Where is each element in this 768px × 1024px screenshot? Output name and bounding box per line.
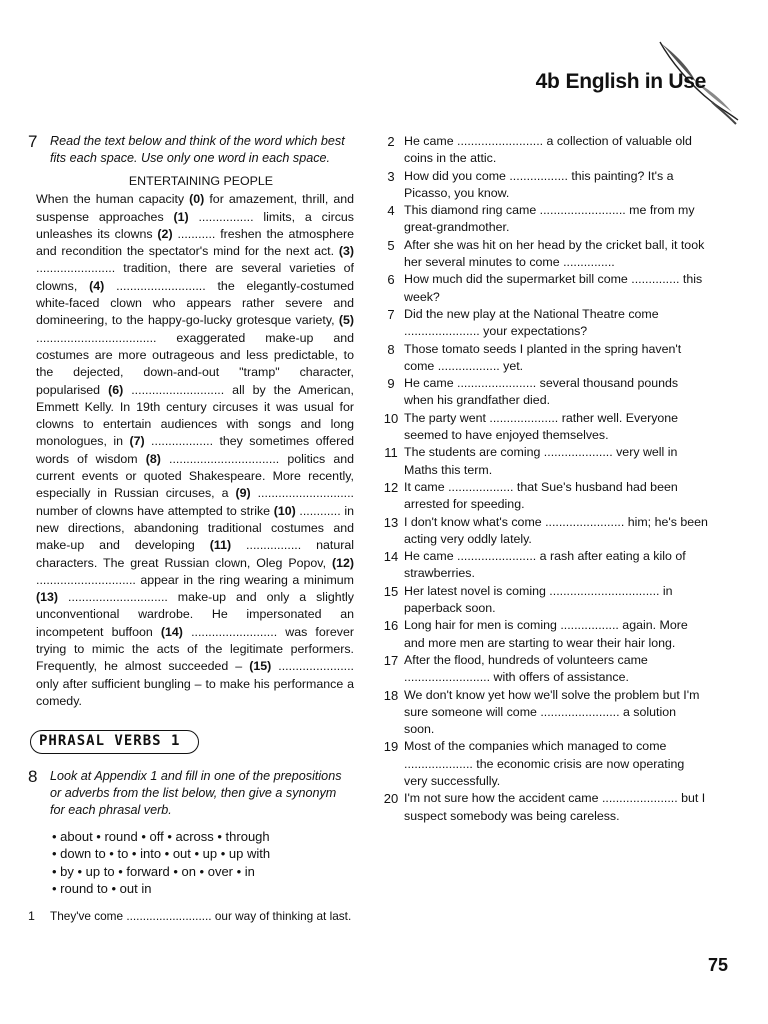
unit-title: English in Use — [565, 70, 706, 93]
gap-number: (0) — [189, 192, 205, 207]
exercise-instruction: Look at Appendix 1 and fill in one of the prepositions or adverbs from the list below, then give a synonym for each phrasal verb. — [50, 768, 342, 817]
passage-title: ENTERTAINING PEOPLE — [128, 174, 274, 188]
passage-text — [28, 191, 354, 710]
gap-number: (13) — [36, 590, 59, 605]
item-text: He came ......................... a collection of valuable old coins in the attic. — [404, 134, 692, 166]
exercise-item — [378, 341, 708, 376]
gap-number: (15) — [249, 659, 272, 674]
exercise-number: 7 — [28, 132, 38, 151]
passage-segment: ......................... was forever trying to mimic the acts of the legitimate performers. Frequently, he almost succeeded – — [36, 624, 354, 674]
exercise-item — [378, 410, 708, 445]
exercise-item — [378, 790, 708, 825]
right-column — [378, 133, 708, 825]
item-number: 20 — [383, 791, 399, 807]
gap-number: (14) — [160, 624, 183, 639]
exercise-instruction: Read the text below and think of the word which best fits each space. Use only one word in each space. — [50, 134, 345, 165]
gap-number: (10) — [273, 503, 296, 518]
unit-code: 4b — [535, 70, 560, 93]
exercise-item — [378, 652, 708, 687]
item-number: 10 — [383, 410, 399, 426]
exercise-number: 8 — [28, 766, 38, 786]
item-number: 12 — [383, 479, 399, 495]
item-number: 17 — [383, 652, 399, 668]
exercise-item — [378, 479, 708, 514]
word-list-line: • round to • out in — [52, 881, 152, 896]
word-list-line: • by • up to • forward • on • over • in — [52, 863, 255, 879]
exercise-item — [378, 444, 708, 479]
passage-segment: .................. they sometimes offered words of wisdom — [36, 434, 354, 466]
gap-number: (12) — [331, 555, 354, 570]
passage-segment: ........................... all by the American, Emmett Kelly. In 19th century circuses it was usual for clowns to entertain audiences with songs and long monologues, in — [36, 382, 354, 449]
exercise-item — [378, 375, 708, 410]
item-text: Most of the companies which managed to come .................... the economic crisis are now operating very successfully. — [404, 739, 685, 788]
item-text: How did you come ................. this painting? It's a Picasso, you know. — [404, 168, 674, 200]
item-number: 8 — [387, 341, 395, 357]
item-number: 19 — [383, 739, 399, 755]
exercise-item — [378, 738, 708, 790]
exercise-item — [378, 168, 708, 203]
passage-segment: When the human capacity — [36, 192, 190, 207]
exercise-item — [378, 237, 708, 272]
exercise-8-heading — [28, 768, 354, 819]
gap-number: (9) — [235, 486, 251, 501]
item-number: 11 — [384, 445, 398, 461]
gap-number: (11) — [209, 538, 232, 553]
exercise-item — [378, 306, 708, 341]
exercise-item — [378, 548, 708, 583]
item-text: Did the new play at the National Theatre come ...................... your expectations? — [404, 306, 659, 339]
exercise-item — [378, 133, 708, 168]
item-number: 15 — [383, 583, 399, 599]
item-number: 7 — [387, 306, 395, 322]
item-text: I don't know what's come ....................... him; he's been acting very oddly lately. — [404, 514, 708, 546]
exercise-item — [378, 617, 708, 652]
exercise-item — [378, 583, 708, 618]
passage-segment: ....................... tradition, there are several varieties of clowns, — [36, 261, 354, 293]
passage-segment: ................ limits, a circus unleashes its clowns — [36, 209, 354, 241]
passage-segment: ........... freshen the atmosphere and recondition the spectator's mind for the next act. — [36, 226, 354, 259]
item-text: After she was hit on her head by the cricket ball, it took her several minutes to come ............... — [404, 237, 705, 270]
item-number: 14 — [383, 549, 399, 565]
gap-number: (7) — [129, 434, 145, 449]
item-number: 5 — [387, 237, 395, 253]
item-text: The students are coming .................... very well in Maths this term. — [404, 445, 678, 477]
item-text: He came ....................... a rash after eating a kilo of strawberries. — [404, 549, 686, 581]
item-text: Long hair for men is coming ................. again. More and more men are starting to wear their hair long. — [404, 618, 688, 650]
items-left — [28, 908, 354, 925]
gap-number: (2) — [157, 226, 173, 241]
gap-number: (8) — [145, 451, 161, 466]
item-text: After the flood, hundreds of volunteers came ......................... with offers of assistance. — [404, 652, 648, 685]
exercise-item — [378, 514, 708, 549]
passage-segment: ................ natural characters. The great Russian clown, Oleg Popov, — [36, 538, 354, 570]
page-header — [536, 70, 706, 94]
item-number: 1 — [28, 908, 35, 923]
item-text: The party went .................... rather well. Everyone seemed to have enjoyed themselves. — [404, 410, 679, 443]
item-number: 9 — [387, 376, 395, 392]
passage-segment: ............................. make-up and only a slightly unconventional wardrobe. He impersonated an incompetent buffoon — [36, 590, 354, 639]
item-number: 4 — [387, 203, 395, 219]
item-number: 13 — [383, 514, 399, 530]
gap-number: (3) — [338, 244, 354, 259]
passage-segment: ............................ number of clowns have attempted to strike — [36, 486, 354, 518]
item-text: He came ....................... several thousand pounds when his grandfather died. — [404, 376, 679, 408]
passage-segment: .......................... the elegantly-costumed white-faced clown who appears rather severe and domineering, to the happy-go-lucky grotesque variety, — [36, 278, 354, 328]
item-number: 2 — [387, 134, 395, 149]
word-list-line: • down to • to • into • out • up • up with — [52, 846, 271, 861]
section-banner: PHRASAL VERBS 1 — [30, 730, 199, 753]
exercise-item — [378, 202, 708, 237]
exercise-item — [378, 271, 708, 306]
exercise-item — [28, 908, 354, 925]
exercise-7-heading — [28, 133, 354, 167]
item-text: How much did the supermarket bill come .............. this week? — [404, 272, 703, 304]
passage-segment: ...................... only after sufficient bungling – to make his performance a comedy. — [36, 659, 354, 708]
item-number: 16 — [383, 618, 399, 634]
passage-segment: ................................ politics and current events or quoted Shakespeare. More recently, especially in Russian circuses, a — [36, 451, 354, 501]
item-text: Those tomato seeds I planted in the spring haven't come .................. yet. — [404, 341, 682, 373]
item-number: 18 — [383, 687, 399, 703]
item-text: It came ................... that Sue's husband had been arrested for speeding. — [404, 479, 678, 512]
passage-segment: ............ in new directions, abandoning traditional costumes and make-up and developing — [36, 503, 354, 553]
passage-segment: for amazement, thrill, and suspense approaches — [36, 192, 354, 224]
item-number: 6 — [387, 272, 395, 288]
passage-segment: ............................. appear in the ring wearing a minimum — [36, 572, 354, 587]
gap-number: (1) — [173, 209, 189, 224]
item-text: This diamond ring came ......................... me from my great-grandmother. — [404, 203, 695, 235]
exercise-item — [378, 687, 708, 739]
item-number: 3 — [387, 168, 395, 184]
gap-number: (6) — [108, 382, 124, 397]
passage-segment: ................................... exaggerated make-up and costumes are more outrageous and less predictable, to the dejected, down-and-out "tramp" character, popularised — [36, 330, 354, 397]
left-column — [28, 133, 354, 925]
word-list — [28, 828, 354, 898]
word-list-line: • about • round • off • across • through — [52, 828, 270, 844]
gap-number: (4) — [89, 278, 105, 293]
item-text: They've come .......................... our way of thinking at last. — [50, 908, 352, 923]
item-text: Her latest novel is coming ................................ in paperback soon. — [404, 583, 673, 616]
gap-number: (5) — [338, 313, 354, 328]
item-text: We don't know yet how we'll solve the problem but I'm sure someone will come ....................... a solution soon. — [404, 687, 700, 737]
item-text: I'm not sure how the accident came ...................... but I suspect somebody was being careless. — [404, 791, 706, 823]
page-number: 75 — [707, 955, 728, 975]
